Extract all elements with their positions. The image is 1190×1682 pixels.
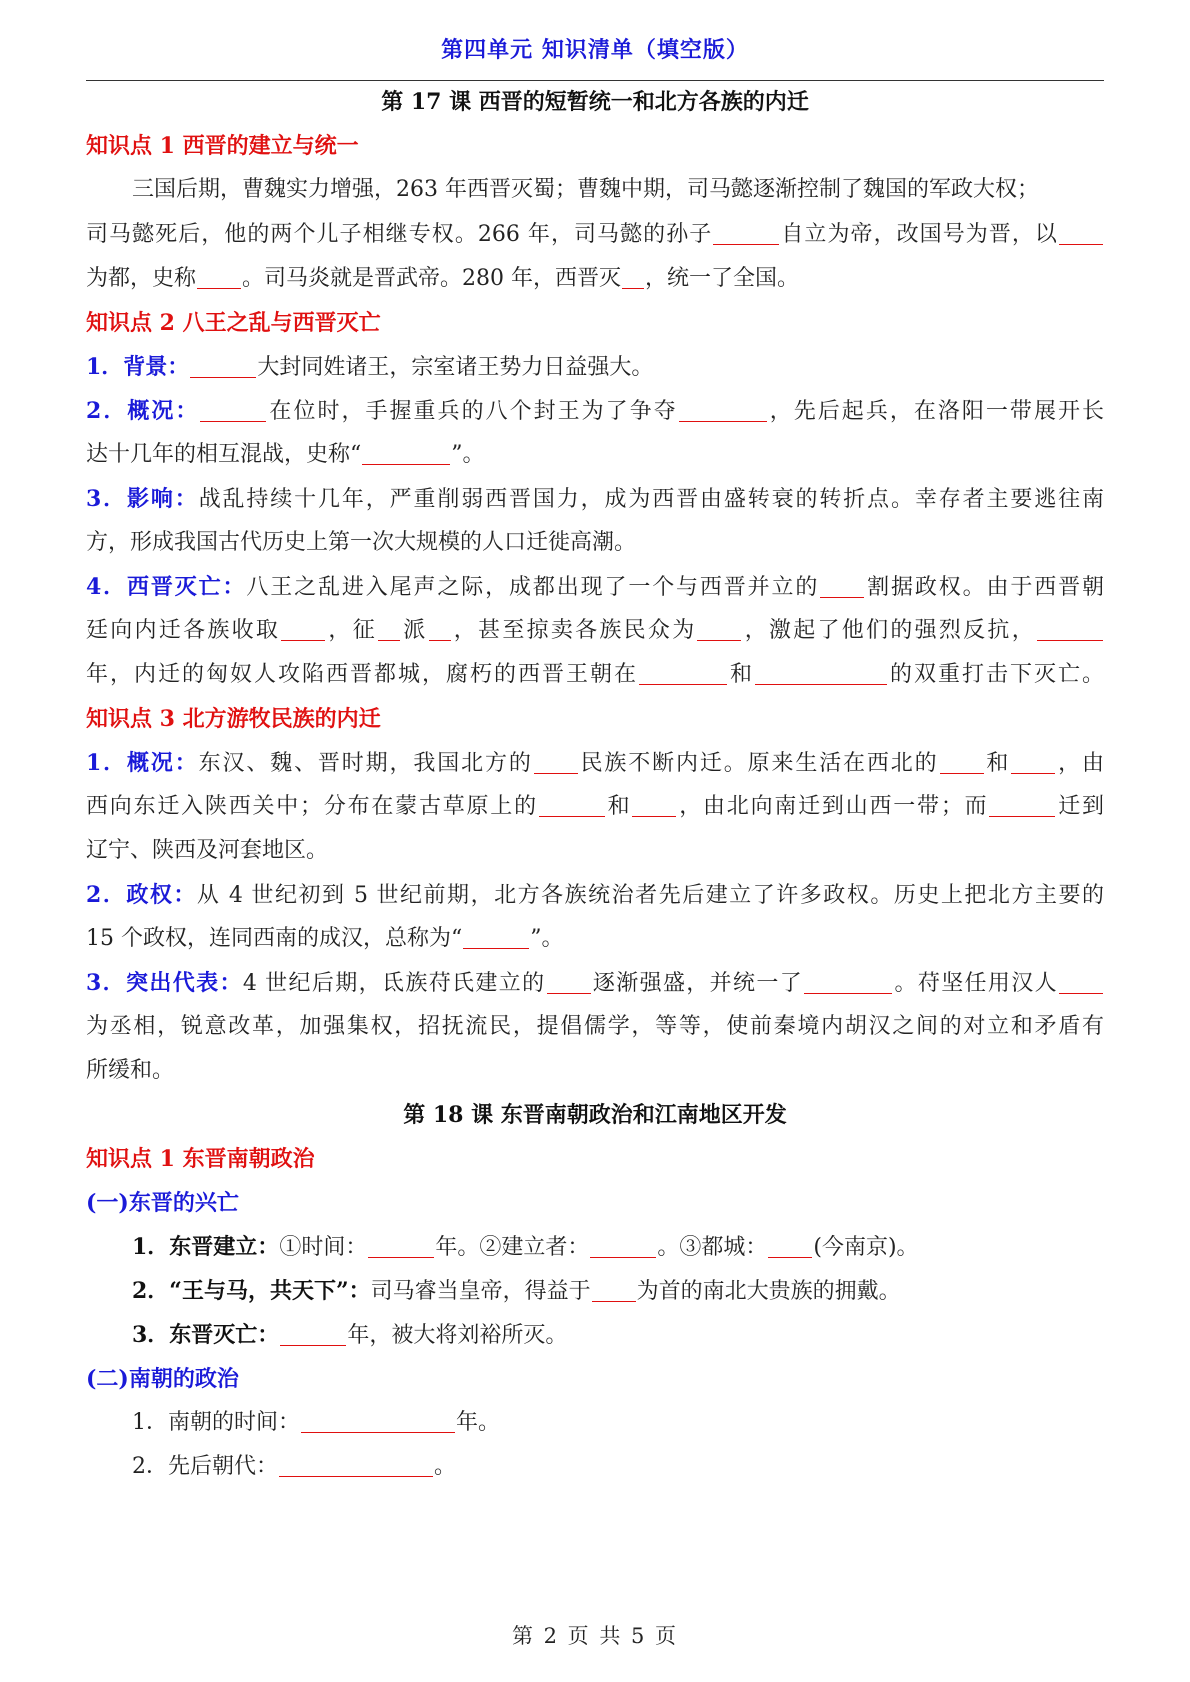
text: (今南京)。 — [813, 1235, 919, 1260]
blank[interactable] — [1037, 620, 1103, 641]
blank[interactable] — [1059, 224, 1103, 245]
kp3-item3-line1 — [86, 970, 1104, 997]
blank[interactable] — [200, 401, 266, 422]
kp3-item3-line3: 所缓和。 — [86, 1058, 175, 1083]
lesson-17-title: 第 17 课 西晋的短暂统一和北方各族的内迁 — [381, 89, 809, 115]
blank[interactable] — [539, 796, 605, 817]
kp3-item1-line3: 辽宁、陕西及河套地区。 — [86, 838, 329, 863]
text: 在位时，手握重兵的八个封王为了争夺 — [267, 399, 678, 424]
text: 15 个政权，连同西南的成汉，总称为“ — [86, 926, 463, 951]
label: 3．影响： — [86, 486, 199, 512]
label: 3．东晋灭亡： — [132, 1322, 280, 1348]
blank[interactable] — [429, 620, 451, 641]
lesson-18-title: 第 18 课 东晋南朝政治和江南地区开发 — [403, 1102, 787, 1128]
blank[interactable] — [679, 401, 767, 422]
label: 2．“王与马，共天下”： — [132, 1278, 371, 1304]
kp2-item2-line1 — [86, 398, 1104, 425]
label: 2．政权： — [86, 882, 197, 908]
blank[interactable] — [940, 753, 984, 774]
kp2-item3-line2: 方，形成我国古代历史上第一次大规模的人口迁徙高潮。 — [86, 530, 637, 555]
l18-item1 — [132, 1234, 1104, 1261]
text: 2．先后朝代： — [132, 1454, 278, 1479]
blank[interactable] — [279, 1456, 433, 1477]
blank[interactable] — [547, 973, 591, 994]
kp1-title: 知识点 1 西晋的建立与统一 — [86, 133, 359, 159]
blank[interactable] — [368, 1237, 434, 1258]
text: ，甚至掠卖各族民众为 — [451, 618, 697, 643]
text: 自立为帝，改国号为晋，以 — [780, 222, 1058, 247]
text: 年。②建立者： — [435, 1235, 590, 1260]
text: 割据政权。由于西晋朝 — [865, 575, 1104, 600]
text: ，由北向南迁到山西一带；而 — [677, 794, 989, 819]
text: 民族不断内迁。原来生活在西北的 — [578, 751, 939, 776]
kp3-item2-line1 — [86, 882, 1104, 909]
text: 西向东迁入陕西关中；分布在蒙古草原上的 — [86, 794, 538, 819]
text: 战乱持续十几年，严重削弱西晋国力，成为西晋由盛转衰的转折点。幸存者主要逃往南 — [198, 487, 1104, 512]
text: 的双重打击下灭亡。 — [887, 662, 1104, 687]
text: ”。 — [451, 442, 485, 467]
blank[interactable] — [590, 1237, 656, 1258]
kp3-title: 知识点 3 北方游牧民族的内迁 — [86, 706, 381, 732]
text: 为都，史称 — [86, 266, 197, 291]
text: 和 — [984, 751, 1011, 776]
kp3-item3-line2: 为丞相，锐意改革，加强集权，招抚流民，提倡儒学，等等，使前秦境内胡汉之间的对立和矛盾有 — [86, 1014, 1104, 1039]
text: 和 — [605, 794, 632, 819]
text: 达十几年的相互混战，史称“ — [86, 442, 362, 467]
text: 大封同姓诸王，宗室诸王势力日益强大。 — [257, 355, 654, 380]
kp1-line2 — [86, 222, 1104, 248]
kp2-item4-line2 — [86, 618, 1104, 644]
text: ，先后起兵，在洛阳一带展开长 — [767, 399, 1104, 424]
label: 1．背景： — [86, 354, 190, 380]
blank[interactable] — [534, 753, 578, 774]
blank[interactable] — [378, 620, 400, 641]
text: 年，被大将刘裕所灭。 — [347, 1323, 568, 1348]
blank[interactable] — [768, 1237, 812, 1258]
text: 。苻坚任用汉人 — [893, 971, 1058, 996]
blank[interactable] — [820, 577, 864, 598]
unit-title: 第四单元 知识清单（填空版） — [441, 37, 749, 63]
text: 从 4 世纪初到 5 世纪前期，北方各族统治者先后建立了许多政权。历史上把北方主要的 — [196, 883, 1104, 908]
blank[interactable] — [697, 620, 741, 641]
l18-item2 — [132, 1278, 1104, 1305]
l18-kp1-title: 知识点 1 东晋南朝政治 — [86, 1146, 315, 1172]
kp3-item1-line1 — [86, 750, 1104, 777]
text: 。司马炎就是晋武帝。280 年，西晋灭 — [242, 266, 622, 291]
text: 1．南朝的时间： — [132, 1410, 300, 1435]
text: 东汉、魏、晋时期，我国北方的 — [198, 751, 533, 776]
blank[interactable] — [1011, 753, 1055, 774]
text: 和 — [727, 662, 754, 687]
kp2-item2-line2 — [86, 442, 1104, 468]
page-number: 第 2 页 共 5 页 — [511, 1624, 679, 1648]
blank[interactable] — [639, 664, 727, 685]
text: 为首的南北大贵族的拥戴。 — [636, 1279, 901, 1304]
label: 3．突出代表： — [86, 970, 243, 996]
blank[interactable] — [301, 1412, 455, 1433]
blank[interactable] — [804, 973, 892, 994]
blank[interactable] — [713, 224, 779, 245]
kp2-item1 — [86, 354, 1104, 381]
kp2-item4-line1 — [86, 574, 1104, 601]
kp1-line1: 三国后期，曹魏实力增强，263 年西晋灭蜀；曹魏中期，司马懿逐渐控制了魏国的军政大权； — [132, 177, 1039, 202]
text: 年。 — [456, 1410, 501, 1435]
blank[interactable] — [362, 444, 450, 465]
text: 司马懿死后，他的两个儿子相继专权。266 年，司马懿的孙子 — [86, 222, 713, 247]
text: ，激起了他们的强烈反抗， — [742, 618, 1036, 643]
kp2-title: 知识点 2 八王之乱与西晋灭亡 — [86, 310, 381, 336]
blank[interactable] — [989, 796, 1055, 817]
kp3-item1-line2 — [86, 794, 1104, 820]
text: 八王之乱进入尾声之际，成都出现了一个与西晋并立的 — [246, 575, 820, 600]
text: 年，内迁的匈奴人攻陷西晋都城，腐朽的西晋王朝在 — [86, 662, 638, 687]
l18-sub2-item2 — [132, 1454, 1104, 1480]
subsection-southern-dynasties: (二)南朝的政治 — [86, 1366, 239, 1392]
l18-item3 — [132, 1322, 1104, 1349]
text: 廷向内迁各族收取 — [86, 618, 281, 643]
text: 4 世纪后期，氐族苻氏建立的 — [242, 971, 546, 996]
kp2-item4-line3 — [86, 662, 1104, 688]
kp2-item3-line1 — [86, 486, 1104, 513]
text: 。③都城： — [657, 1235, 768, 1260]
header-divider — [86, 80, 1104, 81]
label: 1．概况： — [86, 750, 199, 776]
kp1-line3 — [86, 266, 1104, 292]
blank[interactable] — [280, 1325, 346, 1346]
kp3-item2-line2 — [86, 926, 1104, 952]
blank[interactable] — [632, 796, 676, 817]
subsection-eastern-jin: (一)东晋的兴亡 — [86, 1190, 239, 1216]
l18-sub2-item1 — [132, 1410, 1104, 1436]
text: ，由 — [1056, 751, 1104, 776]
blank[interactable] — [281, 620, 325, 641]
text: 迁到 — [1056, 794, 1104, 819]
blank[interactable] — [197, 268, 241, 289]
text: ，统一了全国。 — [645, 266, 800, 291]
blank[interactable] — [622, 268, 644, 289]
text: ”。 — [530, 926, 564, 951]
label: 2．概况： — [86, 398, 200, 424]
label: 1．东晋建立： — [132, 1234, 280, 1260]
text: ①时间： — [279, 1235, 368, 1260]
blank[interactable] — [592, 1281, 636, 1302]
text: 。 — [434, 1454, 457, 1479]
text: 司马睿当皇帝，得益于 — [370, 1279, 591, 1304]
text: ，征 — [326, 618, 377, 643]
label: 4．西晋灭亡： — [86, 574, 247, 600]
blank[interactable] — [1059, 973, 1103, 994]
text: 逐渐强盛，并统一了 — [591, 971, 804, 996]
text: 派 — [400, 618, 428, 643]
blank[interactable] — [755, 664, 887, 685]
blank[interactable] — [190, 357, 256, 378]
blank[interactable] — [463, 928, 529, 949]
